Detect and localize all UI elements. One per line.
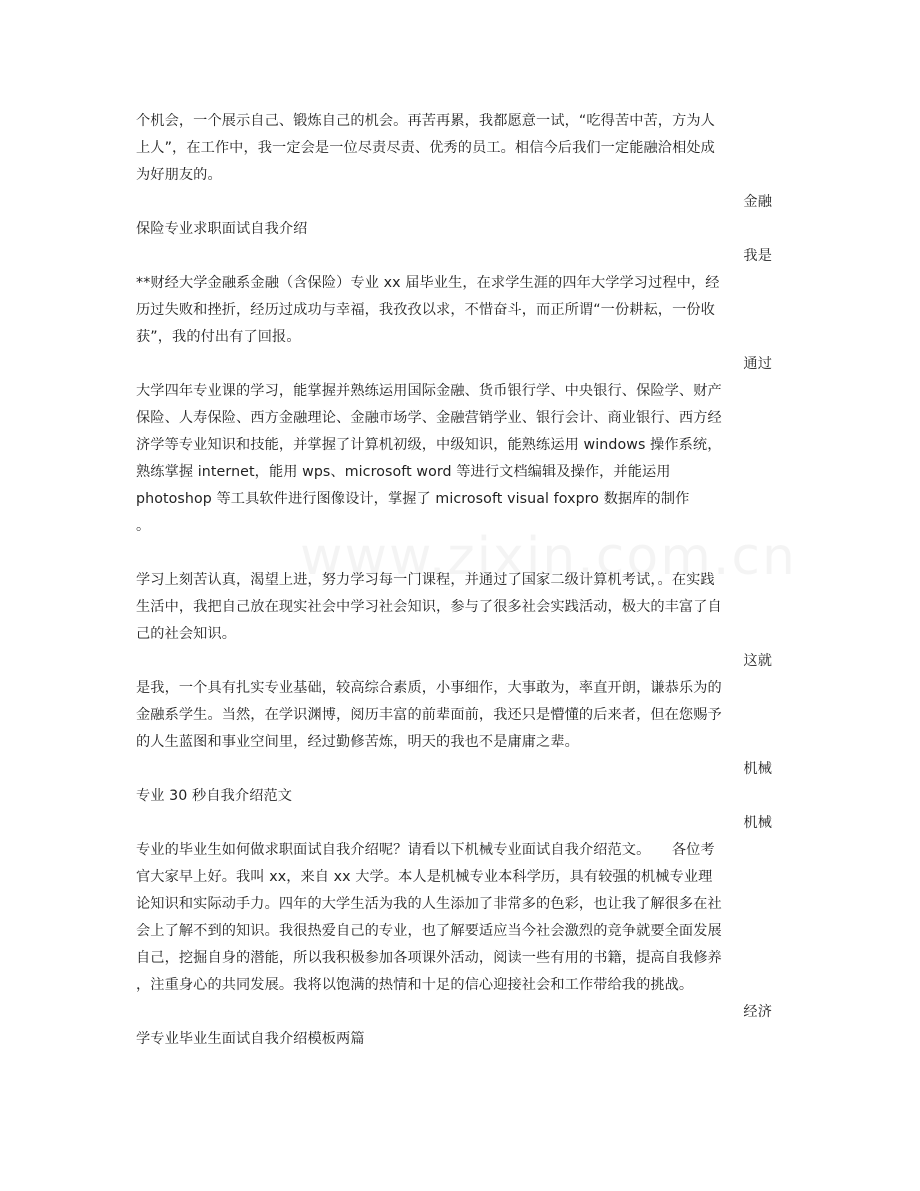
text-line: 获”，我的付出有了回报。 — [136, 329, 301, 345]
text-line: 的人生蓝图和事业空间里，经过勤修苦炼，明天的我也不是庸庸之辈。 — [136, 734, 579, 750]
text-line: 己的社会知识。 — [136, 626, 237, 642]
text-line: 熟练掌握 internet，能用 wps、microsoft word 等进行文档编辑及操作，并能运用 — [136, 464, 671, 480]
text-line: 官大家早上好。我叫 xx，来自 xx 大学。本人是机械专业本科学历，具有较强的机械专业理 — [136, 869, 713, 885]
text-line: 个机会，一个展示自己、锻炼自己的机会。再苦再累，我都愿意一试，“吃得苦中苦，方为人 — [136, 113, 715, 129]
text-line: 专业的毕业生如何做求职面试自我介绍呢？请看以下机械专业面试自我介绍范文。 各位考 — [136, 842, 715, 858]
text-line-right: 金融 — [743, 194, 772, 210]
text-line-right: 通过 — [743, 356, 772, 372]
text-line: 是我，一个具有扎实专业基础，较高综合素质，小事细作，大事敢为，率直开朗，谦恭乐为的 — [136, 680, 722, 696]
text-line: 上人”，在工作中，我一定会是一位尽责尽责、优秀的员工。相信今后我们一定能融洽相处成 — [136, 140, 715, 156]
text-line: 论知识和实际动手力。四年的大学生活为我的人生添加了非常多的色彩，也让我了解很多在社 — [136, 896, 722, 912]
text-line: 。 — [136, 518, 151, 534]
text-line-right: 机械 — [743, 761, 772, 777]
text-line: 保险专业求职面试自我介绍 — [136, 221, 308, 237]
text-line: 自己，挖掘自身的潜能，所以我积极参加各项课外活动，阅读一些有用的书籍，提高自我修养 — [136, 950, 722, 966]
text-line: 济学等专业知识和技能，并掌握了计算机初级，中级知识，能熟练运用 windows 操作系统， — [136, 437, 722, 453]
document-body — [136, 108, 786, 1053]
text-line-right: 机械 — [743, 815, 772, 831]
text-line: 学习上刻苦认真，渴望上进，努力学习每一门课程，并通过了国家二级计算机考试，。在实践 — [136, 572, 715, 588]
text-line: 学专业毕业生面试自我介绍模板两篇 — [136, 1031, 365, 1047]
text-line: 专业 30 秒自我介绍范文 — [136, 788, 293, 804]
text-line: 保险、人寿保险、西方金融理论、金融市场学、金融营销学业、银行会计、商业银行、西方经 — [136, 410, 722, 426]
text-line: 生活中，我把自己放在现实社会中学习社会知识，参与了很多社会实践活动，极大的丰富了自 — [136, 599, 722, 615]
text-line: ，注重身心的共同发展。我将以饱满的热情和十足的信心迎接社会和工作带给我的挑战。 — [136, 977, 694, 993]
text-line: 会上了解不到的知识。我很热爱自己的专业，也了解要适应当今社会激烈的竞争就要全面发展 — [136, 923, 722, 939]
text-line: 历过失败和挫折，经历过成功与幸福，我孜孜以求，不惜奋斗，而正所谓“一份耕耘，一份收 — [136, 302, 715, 318]
text-line-right: 我是 — [743, 248, 772, 264]
text-line-right: 这就 — [743, 653, 772, 669]
text-line-right: 经济 — [743, 1004, 772, 1020]
text-line — [136, 540, 786, 567]
text-line: **财经大学金融系金融（含保险）专业 xx 届毕业生，在求学生涯的四年大学学习过程中，经 — [136, 275, 720, 291]
text-line: 金融系学生。当然，在学识渊博，阅历丰富的前辈面前，我还只是懵懂的后来者，但在您赐予 — [136, 707, 722, 723]
text-line: photoshop 等工具软件进行图像设计，掌握了 microsoft visual foxpro 数据库的制作 — [136, 491, 690, 507]
text-line: 为好朋友的。 — [136, 167, 222, 183]
text-line: 大学四年专业课的学习，能掌握并熟练运用国际金融、货币银行学、中央银行、保险学、财产 — [136, 383, 722, 399]
